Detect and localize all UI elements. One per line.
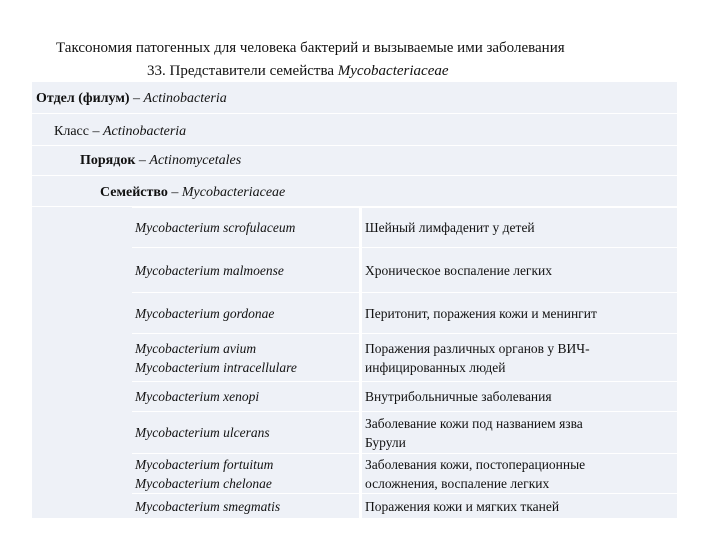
disease-cell — [362, 382, 677, 411]
disease-text: Заболевания кожи, постоперационные — [365, 456, 586, 472]
table-row — [132, 493, 677, 518]
hierarchy-value: Actinomycetales — [149, 153, 242, 168]
species-name: Mycobacterium smegmatis — [135, 498, 281, 514]
table-row — [132, 292, 677, 333]
table-row — [132, 207, 677, 247]
disease-cell — [362, 454, 677, 493]
hierarchy-label: Семейство — [100, 185, 168, 200]
document-title: Таксономия патогенных для человека бактерий и вызываемые ими заболевания — [56, 40, 565, 56]
species-name: Mycobacterium gordonae — [135, 305, 275, 321]
hierarchy-sep: – — [129, 91, 144, 106]
species-name: Mycobacterium scrofulaceum — [135, 220, 296, 235]
disease-text: Хроническое воспаление легких — [365, 262, 553, 278]
disease-cell — [362, 334, 677, 381]
species-cell — [132, 454, 359, 493]
species-name: Mycobacterium avium — [135, 340, 257, 356]
disease-cell — [362, 412, 677, 453]
disease-text: Бурули — [365, 434, 406, 450]
disease-text: Поражения кожи и мягких тканей — [365, 498, 560, 514]
hierarchy-order — [32, 146, 677, 176]
species-cell — [132, 334, 359, 381]
hierarchy-value: Mycobacteriaceae — [181, 185, 286, 200]
disease-text: инфицированных людей — [365, 359, 506, 375]
species-cell — [132, 494, 359, 518]
species-name: Mycobacterium chelonae — [135, 475, 272, 491]
table-row — [132, 453, 677, 493]
species-cell — [132, 382, 359, 411]
hierarchy-sep: – — [88, 124, 103, 139]
hierarchy-class — [32, 114, 677, 146]
disease-cell — [362, 494, 677, 518]
disease-cell — [362, 293, 677, 333]
disease-text: Внутрибольничные заболевания — [365, 389, 552, 404]
hierarchy-label: Порядок — [80, 153, 136, 168]
hierarchy-value: Actinobacteria — [102, 124, 187, 139]
subtitle-family: Mycobacteriaceae — [337, 63, 449, 79]
species-cell — [132, 248, 359, 292]
species-name: Mycobacterium malmoense — [135, 262, 284, 278]
disease-text: Поражения различных органов у ВИЧ- — [365, 340, 590, 356]
table-row — [132, 381, 677, 411]
disease-cell — [362, 208, 677, 247]
subtitle-prefix: 33. Представители семейства — [147, 63, 338, 79]
disease-text: Перитонит, поражения кожи и менингит — [365, 305, 597, 321]
hierarchy-sep: – — [167, 185, 182, 200]
species-cell — [132, 293, 359, 333]
table-row — [132, 411, 677, 453]
hierarchy-label: Отдел (филум) — [36, 91, 130, 106]
document-subtitle — [147, 62, 707, 80]
hierarchy-label: Класс — [54, 124, 89, 139]
taxonomy-table — [32, 82, 677, 518]
species-name: Mycobacterium fortuitum — [135, 456, 274, 472]
disease-text: Шейный лимфаденит у детей — [365, 220, 535, 235]
species-cell — [132, 412, 359, 453]
species-cell — [132, 208, 359, 247]
species-name: Mycobacterium intracellulare — [135, 359, 297, 375]
disease-text: Заболевание кожи под названием язва — [365, 415, 583, 431]
table-row — [132, 333, 677, 381]
hierarchy-phylum — [32, 82, 677, 114]
species-name: Mycobacterium ulcerans — [135, 425, 270, 440]
species-name: Mycobacterium xenopi — [135, 389, 260, 404]
hierarchy-value: Actinobacteria — [143, 91, 227, 106]
disease-text: осложнения, воспаление легких — [365, 475, 550, 491]
disease-cell — [362, 248, 677, 292]
hierarchy-family — [32, 176, 677, 207]
table-row — [132, 247, 677, 292]
hierarchy-sep: – — [135, 153, 150, 168]
